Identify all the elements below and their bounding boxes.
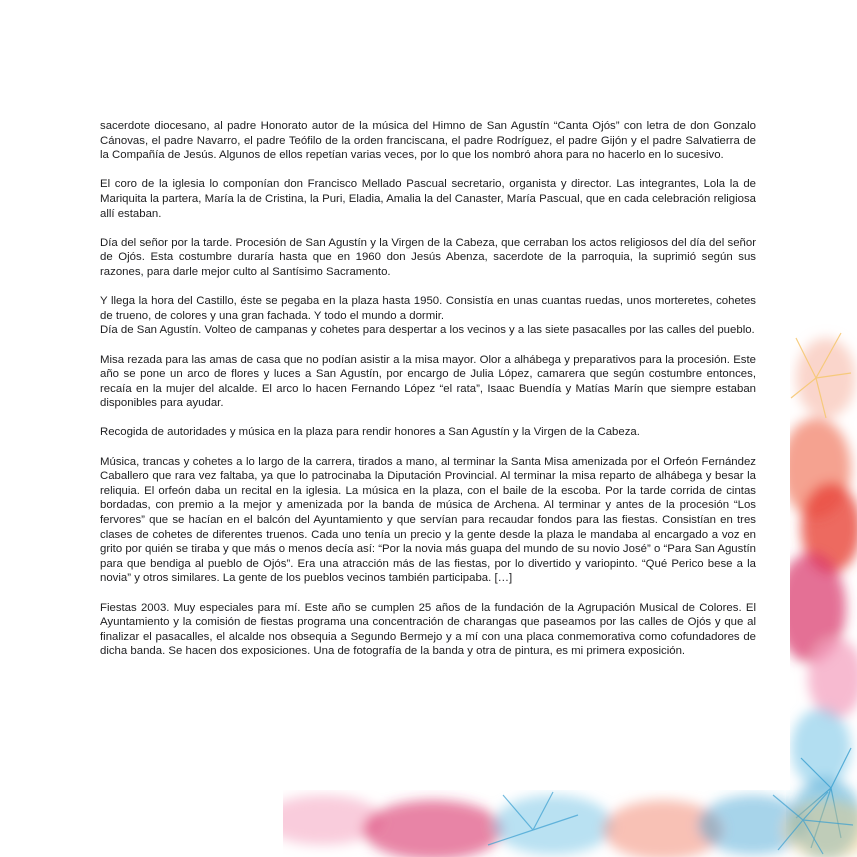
body-text [100, 119, 756, 674]
watercolor-splash-right [786, 318, 857, 857]
paragraph: Recogida de autoridades y música en la plaza para rendir honores a San Agustín y la Virgen de la Cabeza. [100, 426, 640, 439]
watercolor-splash-bottom [283, 790, 857, 857]
paragraph: Música, trancas y cohetes a lo largo de la carrera, tirados a mano, al terminar la Santa Misa amenizada por el Orfeón Fernández Caballero que rara vez faltaba, ya que lo patrocinaba la Diputación Provincial. Al terminar la misa reparto de alhábega y besar la reliquia. El orfeón daba un recital en la iglesia. La música en la plaza, con el baile de la escoba. Por la tarde corrida de cintas bordadas, con premio a la mejor y amenizada por la banda de música de Archena. Al terminar y antes de la procesión “Los fervores” que se hacían en el balcón del Ayuntamiento y que servían para recaudar fondos para las fiestas. Consistían en tres clases de cohetes de diferentes truenos. Cada uno tenía un precio y la gente desde la plaza le mandaba al encargado a voz en grito por quién se tiraba y que más o menos decía así: “Por la novia más guapa del mundo de su novio José” o “Para San Agustín para que bendiga al pueblo de Ojós”. Era una atracción más de las fiestas, por lo divertido y variopinto. “Qué Perico bese a la novia” y otros similares. La gente de los pueblos vecinos también participaba. […] [100, 455, 756, 585]
paragraph: Día del señor por la tarde. Procesión de San Agustín y la Virgen de la Cabeza, que cerraban los actos religiosos del día del señor de Ojós. Esta costumbre duraría hasta que en 1960 don Jesús Abenza, sacerdote de la parroquia, la suprimió según sus razones, para darle mejor culto al Santísimo Sacramento. [100, 236, 756, 278]
paragraph: Y llega la hora del Castillo, éste se pegaba en la plaza hasta 1950. Consistía en unas cuantas ruedas, unos morteretes, cohetes de trueno, de colores y una gran fachada. Y todo el mundo a dormir. [100, 295, 756, 322]
paragraph: Día de San Agustín. Volteo de campanas y cohetes para despertar a los vecinos y a las siete pasacalles por las calles del pueblo. [100, 324, 755, 337]
paragraph: Misa rezada para las amas de casa que no podían asistir a la misa mayor. Olor a alhábega y preparativos para la procesión. Este año se pone un arco de flores y luces a San Agustín, por encargo de Julia López, camarera que según costumbre entonces, recaía en la mujer del alcalde. El arco lo hacen Fernando López “el rata”, Isaac Buendía y Matías Marín que siempre estaban disponibles para ayudar. [100, 353, 756, 410]
paragraph: sacerdote diocesano, al padre Honorato autor de la música del Himno de San Agustín “Canta Ojós” con letra de don Gonzalo Cánovas, el padre Navarro, el padre Teófilo de la orden franciscana, el padre Rodríguez, el padre Gijón y el padre Salvatierra de la Compañía de Jesús. Algunos de ellos repetían varias veces, por lo que los nombró ahora para no hacerlo en lo sucesivo. [100, 120, 756, 162]
paragraph: Fiestas 2003. Muy especiales para mí. Este año se cumplen 25 años de la fundación de la Agrupación Musical de Colores. El Ayuntamiento y la comisión de fiestas programa una concentración de charangas que paseamos por las calles de Ojós y que al finalizar el pasacalles, el alcalde nos obsequia a Segundo Bermejo y a mí con una placa conmemorativa como cofundadores de dicha banda. Se hacen dos exposiciones. Una de fotografía de la banda y otra de pintura, es mi primera exposición. [100, 601, 756, 658]
paragraph: El coro de la iglesia lo componían don Francisco Mellado Pascual secretario, organista y director. Las integrantes, Lola la de Mariquita la partera, María la de Cristina, la Puri, Eladia, Amalia la del Canaster, María Pascual, que en cada celebración religiosa allí estaban. [100, 178, 756, 220]
